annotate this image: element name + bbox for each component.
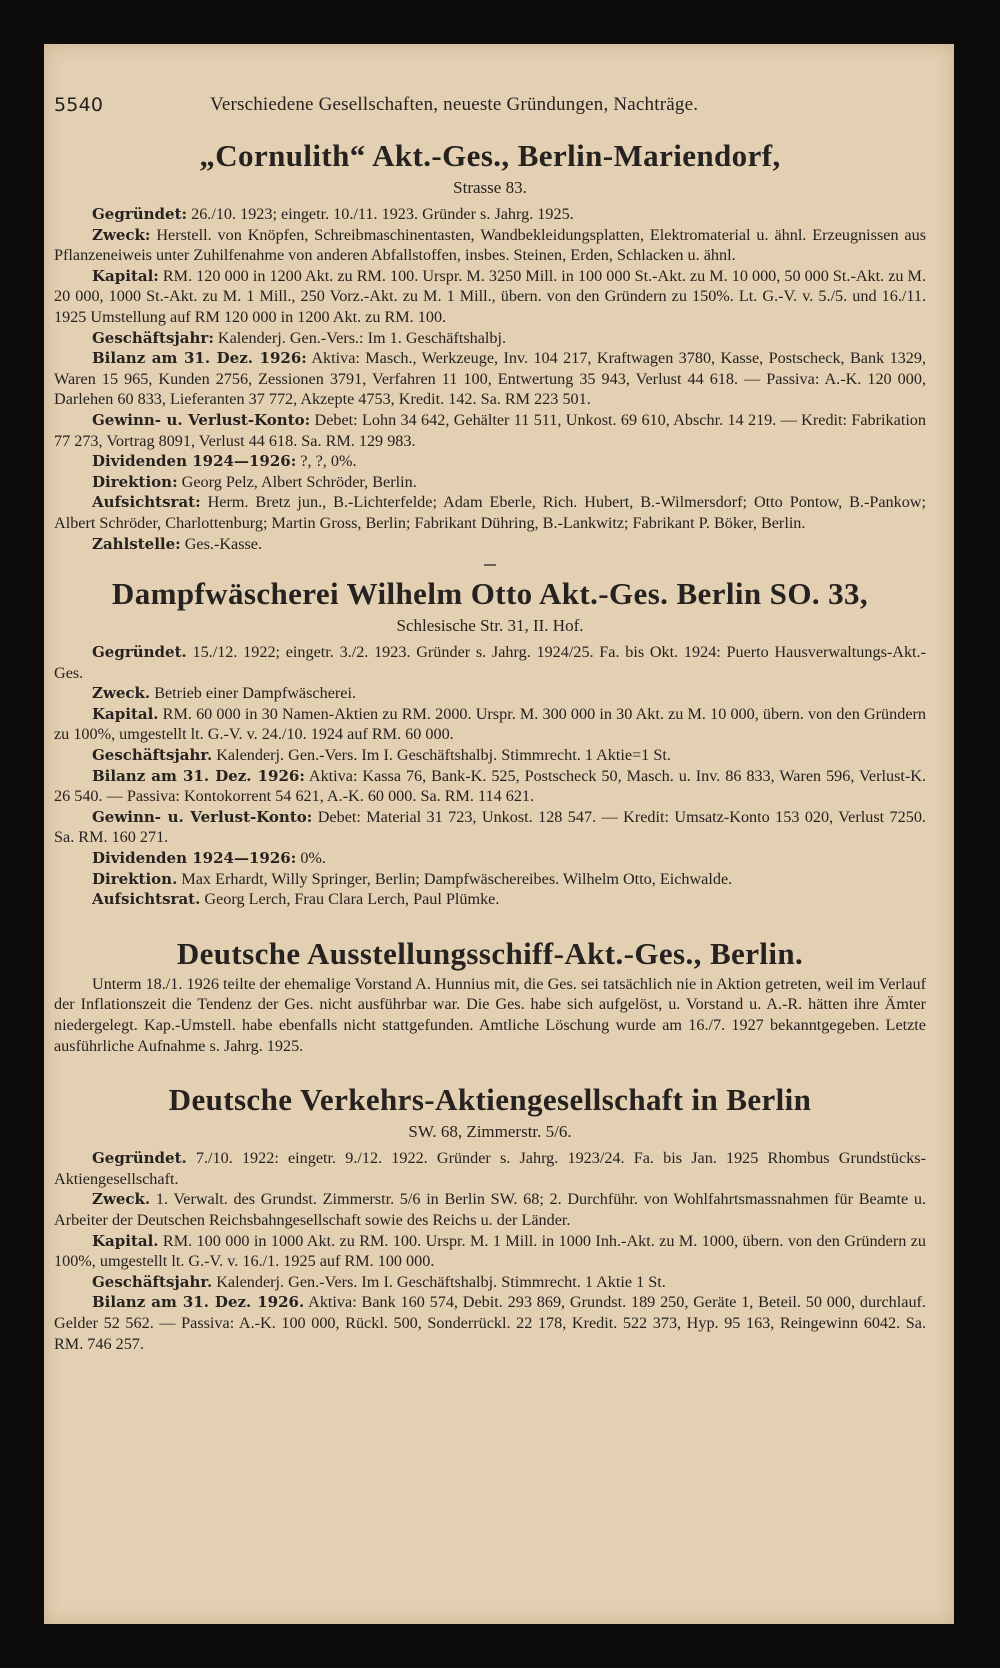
- page-content: [54, 136, 926, 1354]
- entry-label: Zahlstelle:: [92, 534, 181, 553]
- entry-text: RM. 120 000 in 1200 Akt. zu RM. 100. Urspr. M. 3250 Mill. in 100 000 St.-Akt. zu M. 10 000, 50 000 St.-Akt. zu M. 20 000, 1000 St.-Akt. zu M. 1 Mill., 250 Vorz.-Akt. zu M. 1 Mill., übern. von den Gründern zu 150%. Lt. G.-V. v. 5./5. und 16./11. 1925 Umstellung auf RM 120 000 in 1200 Akt. zu RM. 100.: [54, 266, 926, 326]
- entry-paragraph: [54, 642, 926, 683]
- section-gap: [54, 910, 926, 934]
- entry-label: Gegründet.: [92, 1149, 187, 1168]
- entry-label: Kapital:: [92, 266, 159, 285]
- company-entry: [54, 1080, 926, 1354]
- company-title: Dampfwäscherei Wilhelm Otto Akt.-Ges. Berlin SO. 33,: [111, 576, 869, 612]
- entry-text: Max Erhardt, Willy Springer, Berlin; Dampfwäschereibes. Wilhelm Otto, Eichwalde.: [177, 869, 733, 888]
- entry-text: Herstell. von Knöpfen, Schreibmaschinentasten, Wandbekleidungsplatten, Elektromaterial u. ähnl. Erzeugnissen aus Pflanzeneiweis unter Zuhilfenahme von anderen Abfallstoffen, insbes. Steinen, Erden, Schlacken u. ähnl.: [54, 225, 926, 265]
- scanned-page: [44, 44, 954, 1624]
- entry-paragraph: [54, 704, 926, 745]
- entry-text: Debet: Lohn 34 642, Gehälter 11 511, Unkost. 69 610, Abschr. 14 219. — Kredit: Fabrikation 77 273, Vortrag 8091, Verlust 44 618. Sa. RM. 129 983.: [54, 410, 926, 450]
- entry-paragraph: [54, 472, 926, 493]
- company-entry: [54, 136, 926, 554]
- entry-paragraph: [54, 492, 926, 533]
- section-gap: [54, 1056, 926, 1080]
- entry-text: Aktiva: Masch., Werkzeuge, Inv. 104 217, Kraftwagen 3780, Kasse, Postscheck, Bank 1329, Waren 15 965, Kunden 2756, Zessionen 3791, Verfahren 11 100, Entwertung 35 943, Verlust 44 618. — Passiva: A.-K. 120 000, Darlehen 60 833, Lieferanten 37 772, Akzepte 4753, Kredit. 142. Sa. RM 223 501.: [54, 349, 927, 409]
- entry-paragraph: [54, 766, 926, 807]
- entry-paragraph: [54, 204, 926, 225]
- company-title: Deutsche Verkehrs-Aktiengesellschaft in Berlin: [168, 1082, 812, 1118]
- entry-label: Zweck.: [92, 684, 151, 703]
- entry-paragraph: [54, 1292, 926, 1354]
- entry-paragraph: [54, 451, 926, 472]
- entry-label: Aufsichtsrat.: [92, 890, 201, 909]
- entry-text: 1. Verwalt. des Grundst. Zimmerstr. 5/6 in Berlin SW. 68; 2. Durchführ. von Wohlfahrtsmassnahmen für Beamte u. Arbeiter der Deutschen Reichsbahngesellschaft sowie des Reichs u. der Länder.: [54, 1190, 926, 1229]
- entry-text: 0%.: [296, 849, 326, 868]
- entry-label: Kapital.: [92, 1231, 159, 1250]
- entry-label: Bilanz am 31. Dez. 1926:: [92, 349, 307, 368]
- running-title: Verschiedene Gesellschaften, neueste Gründungen, Nachträge.: [210, 94, 699, 115]
- entry-text: Kalenderj. Gen.-Vers. Im I. Geschäftshalbj. Stimmrecht. 1 Aktie=1 St.: [212, 746, 671, 765]
- entry-label: Direktion:: [92, 472, 178, 491]
- entry-paragraph: [54, 534, 926, 555]
- entry-text: Betrieb einer Dampfwäscherei.: [150, 684, 357, 703]
- entry-text: RM. 100 000 in 1000 Akt. zu RM. 100. Urspr. M. 1 Mill. in 1000 Inh.-Akt. zu M. 1000, übern. von den Gründern zu 100%, umgestellt lt. G.-V. v. 16./1. 1925 auf RM. 100 000.: [54, 1231, 926, 1271]
- entry-text: Aktiva: Bank 160 574, Debit. 293 869, Grundst. 189 250, Geräte 1, Beteil. 50 000, durchlauf. Gelder 52 562. — Passiva: A.-K. 100 000, Rückl. 500, Sonderrückl. 22 178, Kredit. 522 373, Hyp. 95 163, Reingewinn 6042. Sa. RM. 746 257.: [54, 1293, 926, 1353]
- section-divider: [484, 564, 496, 566]
- entry-paragraph: [54, 683, 926, 704]
- entry-paragraph: [54, 889, 926, 910]
- entry-label: Geschäftsjahr:: [92, 328, 214, 347]
- entry-text: Debet: Material 31 723, Unkost. 128 547. — Kredit: Umsatz-Konto 153 020, Verlust 7250. Sa. RM. 160 271.: [54, 807, 926, 847]
- entry-label: Dividenden 1924—1926:: [92, 849, 297, 868]
- entry-text: Ges.-Kasse.: [180, 534, 263, 553]
- company-entry: [54, 574, 926, 910]
- entry-label: Gegründet.: [92, 643, 187, 662]
- entry-text: Kalenderj. Gen.-Vers. Im I. Geschäftshalbj. Stimmrecht. 1 Aktie 1 St.: [212, 1272, 666, 1291]
- entry-paragraph: [54, 328, 926, 349]
- company-address: Strasse 83.: [453, 178, 527, 197]
- entry-label: Geschäftsjahr.: [92, 746, 213, 765]
- entry-text: Georg Lerch, Frau Clara Lerch, Paul Plümke.: [200, 890, 500, 909]
- entry-text: Georg Pelz, Albert Schröder, Berlin.: [177, 472, 417, 491]
- entry-paragraph: [54, 1231, 926, 1272]
- entry-label: Gewinn- u. Verlust-Konto:: [92, 807, 313, 826]
- entry-text: Aktiva: Kassa 76, Bank-K. 525, Postscheck 50, Masch. u. Inv. 86 833, Waren 596, Verlust-K. 26 540. — Passiva: Kontokorrent 54 621, A.-K. 60 000. Sa. RM. 114 621.: [54, 766, 927, 806]
- entry-label: Bilanz am 31. Dez. 1926.: [92, 1293, 305, 1312]
- company-entry: [54, 934, 926, 1056]
- entry-label: Zweck:: [92, 225, 151, 244]
- entry-paragraph: [54, 266, 926, 328]
- entry-label: Bilanz am 31. Dez. 1926:: [92, 766, 305, 785]
- entry-paragraph: [54, 225, 926, 266]
- entry-text: RM. 60 000 in 30 Namen-Aktien zu RM. 2000. Urspr. M. 300 000 in 30 Akt. zu M. 10 000, übern. von den Gründern zu 100%, umgestellt lt. G.-V. v. 24./10. 1924 auf RM. 60 000.: [54, 704, 926, 744]
- entry-paragraph: [54, 410, 926, 451]
- entry-label: Zweck.: [92, 1190, 151, 1209]
- entry-paragraph: [54, 974, 926, 1056]
- entry-label: Gewinn- u. Verlust-Konto:: [92, 410, 311, 429]
- entry-label: Aufsichtsrat:: [92, 493, 201, 512]
- company-address: SW. 68, Zimmerstr. 5/6.: [408, 1122, 572, 1142]
- entry-paragraph: [54, 848, 926, 869]
- company-address: Schlesische Str. 31, II. Hof.: [396, 616, 584, 636]
- entry-text: Unterm 18./1. 1926 teilte der ehemalige Vorstand A. Hunnius mit, die Ges. sei tatsächlich nie in Aktion getreten, weil im Verlauf der Inflationszeit die Tendenz der Ges. nicht ausführbar war. Die Ges. habe sich aufgelöst, u. Vorstand u. A.-R. hätten ihre Ämter niedergelegt. Kap.-Umstell. habe ebenfalls nicht stattgefunden. Amtliche Löschung wurde am 16./7. 1927 bekanntgegeben. Letzte ausführliche Aufnahme s. Jahrg. 1925.: [54, 974, 926, 1055]
- entry-label: Kapital.: [92, 704, 159, 723]
- company-title: Deutsche Ausstellungsschiff-Akt.-Ges., Berlin.: [176, 935, 804, 971]
- entry-label: Dividenden 1924—1926:: [92, 452, 297, 471]
- company-title: „Cornulith“ Akt.-Ges., Berlin-Mariendorf,: [199, 138, 781, 173]
- entry-text: 26./10. 1923; eingetr. 10./11. 1923. Gründer s. Jahrg. 1925.: [187, 205, 574, 223]
- entry-text: Herm. Bretz jun., B.-Lichterfelde; Adam Eberle, Rich. Hubert, B.-Wilmersdorf; Otto Pontow, B.-Pankow; Albert Schröder, Charlottenburg; Martin Gross, Berlin; Fabrikant Dühring, B.-Lankwitz; Fabrikant P. Böker, Berlin.: [54, 493, 926, 532]
- entry-paragraph: [54, 348, 926, 410]
- entry-paragraph: [54, 1272, 926, 1293]
- entry-label: Gegründet:: [92, 205, 188, 223]
- entry-text: ?, ?, 0%.: [296, 452, 357, 471]
- entry-text: 15./12. 1922; eingetr. 3./2. 1923. Gründer s. Jahrg. 1924/25. Fa. bis Okt. 1924: Puerto Hausverwaltungs-Akt.-Ges.: [54, 643, 926, 682]
- entry-paragraph: [54, 1148, 926, 1189]
- entry-label: Geschäftsjahr.: [92, 1272, 213, 1291]
- entry-text: 7./10. 1922: eingetr. 9./12. 1922. Gründer s. Jahrg. 1923/24. Fa. bis Jan. 1925 Rhombus Grundstücks-Aktiengesellschaft.: [54, 1149, 926, 1188]
- entry-paragraph: [54, 1189, 926, 1230]
- entry-paragraph: [54, 807, 926, 848]
- entry-label: Direktion.: [92, 869, 178, 888]
- page-number: 5540: [54, 94, 104, 116]
- entry-text: Kalenderj. Gen.-Vers.: Im 1. Geschäftshalbj.: [213, 328, 507, 347]
- entry-paragraph: [54, 745, 926, 766]
- entry-paragraph: [54, 869, 926, 890]
